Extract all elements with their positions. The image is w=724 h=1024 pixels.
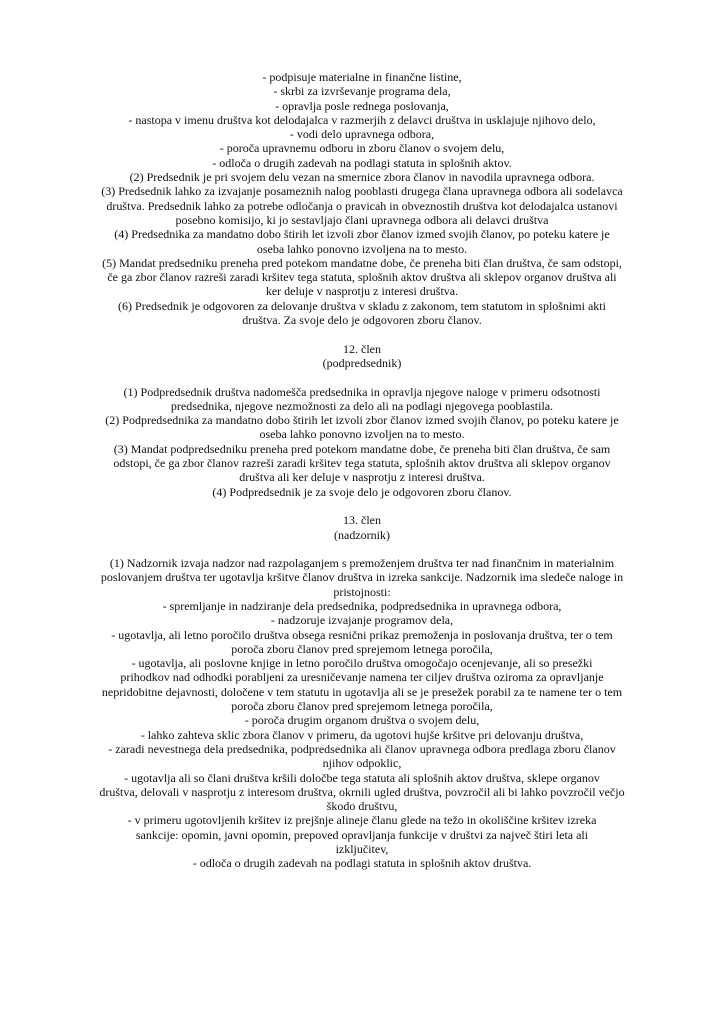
text-line: - poroča drugim organom društva o svojem delu, [244, 713, 480, 728]
text-line: društva. Predsednik lahko za potrebe odločanja o pravicah in obveznostih društva kot delodajalca ustanovi [106, 198, 618, 213]
article-13 [48, 513, 676, 870]
text-line: - nadzoruje izvajanje programov dela, [270, 613, 454, 628]
text-line: - nastopa v imenu društva kot delodajalca v razmerjih z delavci društva in usklajuje njihovo delo, [128, 112, 596, 127]
text-line: odstopi, če ga zbor članov razreši zaradi kršitev tega statuta, splošnih aktov društva ali sklepov organov [113, 456, 611, 471]
text-line: sankcije: opomin, javni opomin, prepoved opravljanja funkcije v društvi za največ štiri leta ali [135, 827, 589, 842]
text-line: - odloča o drugih zadevah na podlagi statuta in splošnih aktov. [212, 155, 512, 170]
text-line: (3) Mandat podpredsedniku preneha pred potekom mandatne dobe, če preneha biti član društva, če sam [113, 441, 611, 456]
article-12 [48, 342, 676, 499]
text-line: oseba lahko ponovno izvoljen na to mesto. [259, 427, 465, 442]
text-line: prihodkov nad odhodki porabljeni za uresničevanje namena ter ciljev društva oziroma za opravljanje [120, 670, 604, 685]
article-11-continuation [48, 70, 676, 327]
text-line: - podpisuje materialne in finančne listine, [262, 70, 462, 84]
text-line: (5) Mandat predsedniku preneha pred potekom mandatne dobe, če preneha biti član društva, če sam odstopi, [102, 255, 622, 270]
text-line: - spremljanje in nadziranje dela predsednika, podpredsednika in upravnega odbora, [162, 598, 562, 613]
text-line: (2) Podpredsednika za mandatno dobo štirih let izvoli zbor članov izmed svojih članov, po poteku katere je [105, 413, 619, 428]
text-line: (3) Predsednik lahko za izvajanje posameznih nalog pooblasti drugega člana upravnega odbora ali sodelavca [101, 184, 623, 199]
article-title: (nadzornik) [334, 527, 390, 542]
text-line: - ugotavlja, ali letno poročilo društva obsega resnični prikaz premoženja in poslovanja društva, ter o tem [111, 627, 613, 642]
text-line: škodo društvu, [326, 799, 398, 814]
spacer [48, 370, 676, 384]
text-line: društva. Za svoje delo je odgovoren zboru članov. [242, 313, 482, 328]
text-line: - ugotavlja ali so člani društva kršili določbe tega statuta ali splošnih aktov društva, sklepe organov [124, 770, 600, 785]
text-line: - lahko zahteva sklic zbora članov v primeru, da ugotovi hujše kršitve pri delovanju društva, [140, 727, 584, 742]
text-line: (1) Nadzornik izvaja nadzor nad razpolaganjem s premoženjem društva ter nad finančnim in materialnim [109, 556, 615, 571]
spacer [48, 327, 676, 341]
text-line: društva ali ker deluje v nasprotju z interesi društva. [239, 470, 485, 485]
text-line: poslovanjem društva ter ugotavlja kršitve članov društva in izreka sankcije. Nadzornik ima sledeče naloge in [100, 570, 624, 585]
text-line: če ga zbor članov razreši zaradi kršitev tega statuta, splošnih aktov društva ali sklepov organov društva ali [107, 270, 617, 285]
text-line: izključitev, [335, 842, 389, 857]
spacer [48, 542, 676, 556]
text-line: oseba lahko ponovno izvoljena na to mesto. [256, 241, 468, 256]
text-line: (4) Podpredsednik je za svoje delo je odgovoren zboru članov. [212, 484, 512, 499]
text-line: ker deluje v nasprotju z interesi društva. [265, 284, 459, 299]
text-line: poroča zboru članov pred sprejemom letnega poročila, [231, 641, 493, 656]
article-title: (podpredsednik) [322, 355, 402, 370]
text-line: - zaradi nevestnega dela predsednika, podpredsednika ali članov upravnega odbora predlaga zboru članov [108, 741, 616, 756]
text-line: - v primeru ugotovljenih kršitev iz prejšnje alineje članu glede na težo in okoliščine kršitev izreka [127, 813, 597, 828]
text-line: predsednika, njegove nezmožnosti za delo ali na podlagi njegovega pooblastila. [170, 398, 554, 413]
text-line: (1) Podpredsednik društva nadomešča predsednika in opravlja njegove naloge v primeru odsotnosti [123, 384, 601, 399]
text-line: nepridobitne dejavnosti, določene v tem statutu in ugotavlja ali se je presežek porabil za te namene ter o tem [101, 684, 623, 699]
text-line: - ugotavlja, ali poslovne knjige in letno poročilo društva omogočajo ocenjevanje, ali so presežki [131, 656, 593, 671]
text-line: (4) Predsednika za mandatno dobo štirih let izvoli zbor članov izmed svojih članov, po poteku katere je [114, 227, 610, 242]
text-line: poroča zboru članov pred sprejemom letnega poročila, [231, 699, 493, 714]
text-line: - opravlja posle rednega poslovanja, [275, 98, 449, 113]
text-line: društva, delovali v nasprotju z interesom društva, okrnili ugled društva, povzročil ali bi lahko povzročil večjo [99, 784, 625, 799]
text-line: - vodi delo upravnega odbora, [289, 127, 435, 142]
text-line: - poroča upravnemu odboru in zboru članov o svojem delu, [219, 141, 505, 156]
text-line: posebno komisijo, ki jo sestavljajo člani upravnega odbora ali delavci društva [175, 212, 549, 227]
spacer [48, 499, 676, 513]
text-line: - skrbi za izvrševanje programa dela, [273, 84, 451, 99]
text-line: njihov odpoklic, [322, 756, 402, 771]
article-number: 13. člen [343, 513, 381, 528]
text-line: pristojnosti: [333, 584, 391, 599]
text-line: (2) Predsednik je pri svojem delu vezan na smernice zbora članov in navodila upravnega odbora. [129, 170, 595, 185]
text-line: - odloča o drugih zadevah na podlagi statuta in splošnih aktov društva. [192, 856, 532, 871]
text-line: (6) Predsednik je odgovoren za delovanje društva v skladu z zakonom, tem statutom in splošnimi akti [118, 298, 606, 313]
article-number: 12. člen [343, 341, 381, 356]
